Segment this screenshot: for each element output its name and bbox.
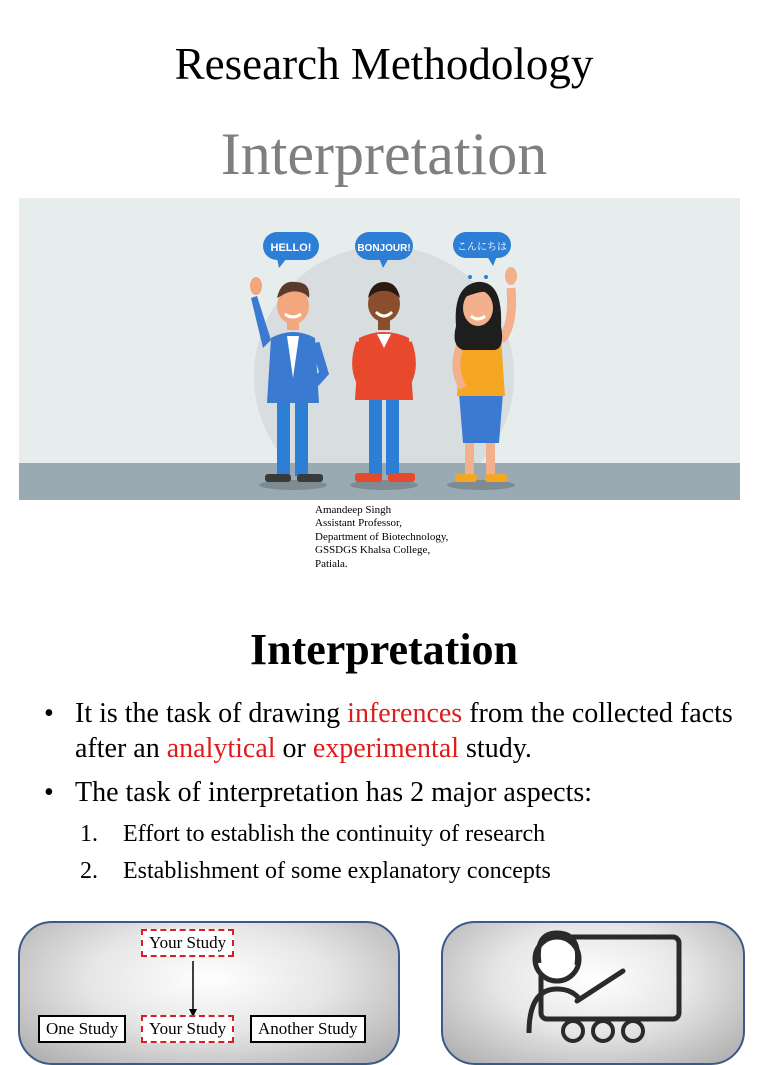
bullet-text: study. bbox=[459, 733, 532, 764]
numbered-list bbox=[80, 816, 551, 890]
list-number: 1. bbox=[80, 821, 98, 847]
list-item-text: Effort to establish the continuity of research bbox=[123, 821, 546, 847]
highlight-analytical: analytical bbox=[166, 733, 276, 764]
highlight-inferences: inferences bbox=[347, 698, 463, 729]
presentation-title: Research Methodology bbox=[174, 39, 594, 89]
interpretation-slide bbox=[0, 610, 768, 910]
speech-bubble-konnichiwa bbox=[453, 232, 511, 266]
speech-bubble-hello bbox=[263, 232, 319, 268]
author-info bbox=[315, 504, 448, 571]
author-city: Patiala. bbox=[315, 557, 348, 570]
bullet-text: from the collected facts after an bbox=[75, 698, 733, 764]
bullet-text: The task of interpretation has 2 major aspects: bbox=[75, 777, 593, 808]
bullet-marker: • bbox=[44, 777, 54, 808]
list-number: 2. bbox=[80, 858, 98, 884]
diagram-box-one-study: One Study bbox=[38, 1015, 126, 1043]
author-name: Amandeep Singh bbox=[315, 504, 392, 516]
author-college: GSSDGS Khalsa College, bbox=[315, 544, 431, 557]
author-designation: Assistant Professor, bbox=[315, 517, 402, 530]
list-item bbox=[80, 816, 551, 853]
author-department: Department of Biotechnology, bbox=[315, 530, 449, 543]
study-diagram-panel bbox=[18, 921, 400, 1065]
bullet-list bbox=[44, 696, 744, 819]
slide-title: Interpretation bbox=[249, 625, 519, 674]
list-item-text: Establishment of some explanatory concepts bbox=[123, 858, 551, 884]
presentation-subtitle: Interpretation bbox=[220, 121, 548, 187]
list-item bbox=[80, 853, 551, 890]
diagram-box-your-study-top: Your Study bbox=[141, 929, 234, 957]
teacher-icon-panel bbox=[441, 921, 745, 1065]
bullet-item-definition bbox=[44, 696, 744, 766]
bubble-text-bonjour: BONJOUR! bbox=[357, 243, 411, 254]
bubble-text-konnichiwa: こんにちは bbox=[457, 242, 507, 253]
bullet-text: It is the task of drawing bbox=[75, 698, 348, 729]
teacher-presentation-icon bbox=[443, 923, 743, 1063]
bubble-text-hello: HELLO! bbox=[270, 242, 312, 254]
bullet-text: or bbox=[275, 733, 313, 764]
highlight-experimental: experimental bbox=[312, 733, 460, 764]
diagram-box-your-study: Your Study bbox=[141, 1015, 234, 1043]
greeting-people-illustration bbox=[19, 198, 740, 500]
diagram-box-another-study: Another Study bbox=[250, 1015, 366, 1043]
bullet-marker: • bbox=[44, 698, 54, 729]
bullet-item-aspects bbox=[44, 775, 744, 810]
